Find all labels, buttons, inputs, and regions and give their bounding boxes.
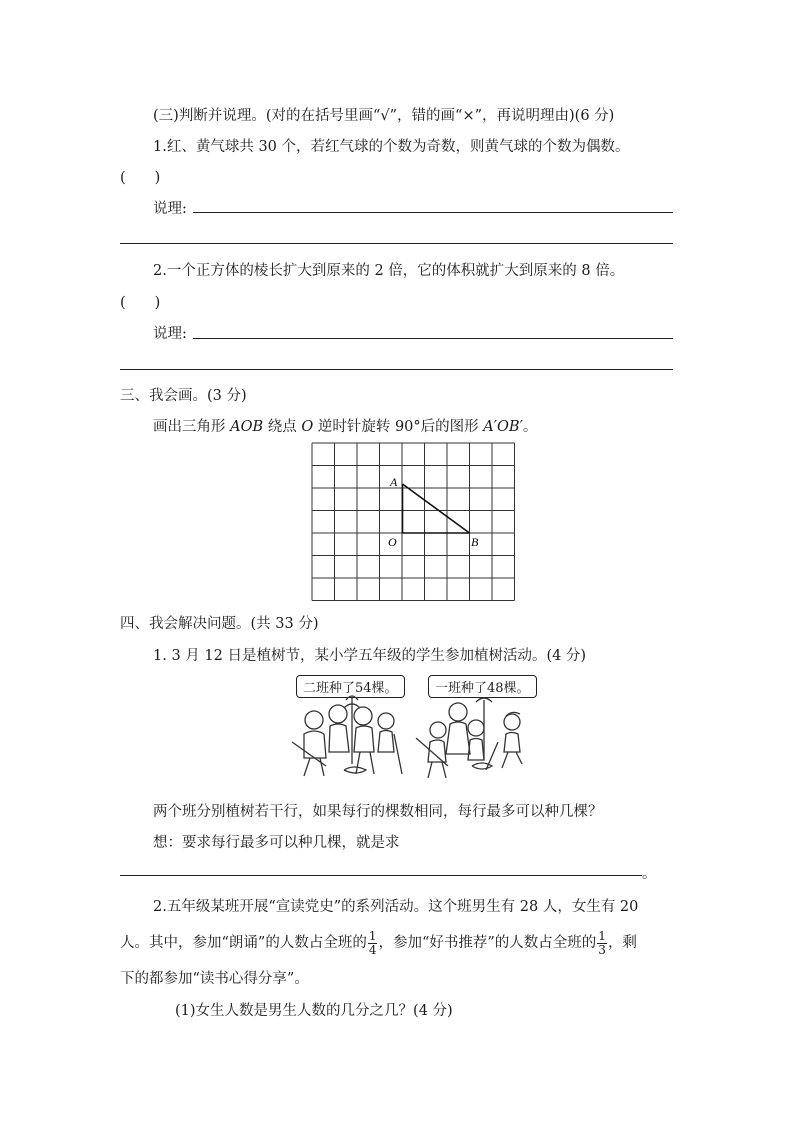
section-judge-heading: (三)判断并说理。(对的在括号里画“√”，错的画“×”，再说明理由)(6 分): [153, 108, 615, 124]
reason-answer-line-2b[interactable]: [120, 369, 673, 370]
draw-instruction: 画出三角形 AOB 绕点 O 逆时针旋转 90°后的图形 A′OB′。: [153, 419, 538, 435]
solve-question-1-text: 两个班分别植树若干行，如果每行的棵数相同，每行最多可以种几棵？: [153, 804, 603, 820]
solve-question-2-line1: 2.五年级某班开展“宣读党史”的系列活动。这个班男生有 28 人，女生有 20: [153, 899, 639, 915]
fraction-one-quarter: $\frac{1}{4}$: [368, 928, 377, 957]
judge-question-1: 1.红、黄气球共 30 个，若红气球的个数为奇数，则黄气球的个数为偶数。: [153, 139, 630, 155]
reason-answer-line-1a[interactable]: [193, 212, 673, 213]
section-draw-heading: 三、我会画。(3 分): [120, 388, 247, 404]
label-b: B: [471, 535, 479, 549]
solve-question-1-title: 1. 3 月 12 日是植树节，某小学五年级的学生参加植树活动。(4 分): [153, 648, 587, 664]
solve-question-1-hint: 想：要求每行最多可以种几棵，就是求: [153, 835, 400, 851]
solve-question-2-line2: 人。其中，参加“朗诵”的人数占全班的 $\frac{1}{4}$ ，参加“好书推荐”的人数占全班的 $\frac{1}{3}$ ，剩: [120, 928, 637, 957]
label-a: A: [390, 475, 398, 489]
reason-answer-line-1b[interactable]: [120, 243, 673, 244]
judge-answer-paren-2[interactable]: ( ): [120, 295, 161, 311]
speech-bubble-class1: 一班种了48棵。: [428, 675, 537, 698]
speech-bubble-class2: 二班种了54棵。: [296, 675, 405, 698]
hint-end-mark: 。: [642, 866, 657, 882]
rotation-grid[interactable]: [300, 432, 522, 608]
tree-planting-illustration: [286, 694, 536, 786]
reason-label-1: 说理:: [153, 201, 187, 217]
solve-question-2-sub1: (1)女生人数是男生人数的几分之几？(4 分): [175, 1003, 453, 1019]
judge-question-2: 2.一个正方体的棱长扩大到原来的 2 倍，它的体积就扩大到原来的 8 倍。: [153, 263, 625, 279]
fraction-one-third: $\frac{1}{3}$: [598, 928, 606, 957]
label-o: O: [388, 535, 397, 549]
section-solve-heading: 四、我会解决问题。(共 33 分): [120, 616, 319, 632]
reason-label-2: 说理:: [153, 326, 187, 342]
reason-answer-line-2a[interactable]: [193, 338, 673, 339]
judge-answer-paren-1[interactable]: ( ): [120, 170, 161, 186]
hint-answer-line[interactable]: [120, 875, 642, 876]
triangle-aob: [403, 484, 470, 533]
segment-ab: [403, 484, 470, 533]
solve-question-2-line3: 下的都参加“读书心得分享”。: [120, 971, 309, 987]
